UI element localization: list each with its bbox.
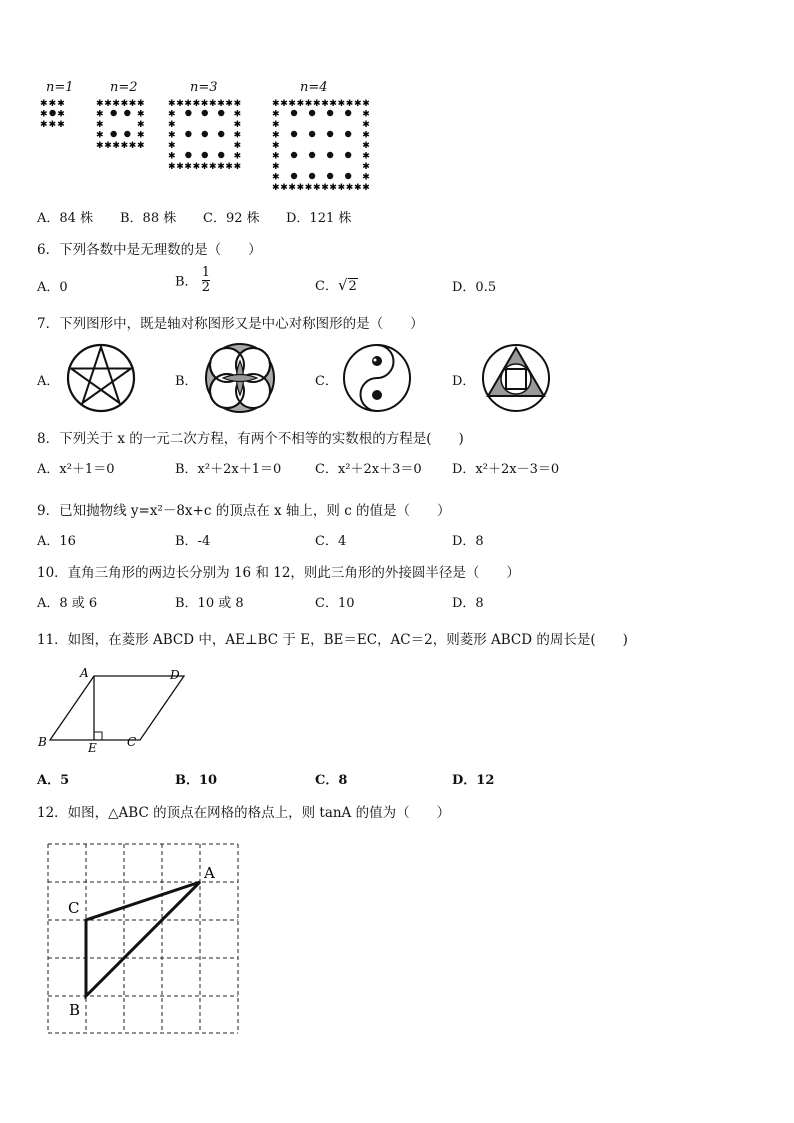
- q8-stem: 8．下列关于 x 的一元二次方程，有两个不相等的实数根的方程是( ): [37, 431, 464, 447]
- star-mark: ✱: [321, 183, 329, 193]
- star-mark: ✱: [168, 99, 176, 109]
- dot-mark: [291, 131, 297, 137]
- q7-figure-a-pentagram-icon: [64, 341, 138, 415]
- q7-stem: 7．下列图形中，既是轴对称图形又是中心对称图形的是（ ）: [37, 316, 424, 332]
- q11-option-b[interactable]: B．10: [175, 773, 218, 788]
- star-mark: ✱: [137, 141, 145, 151]
- dot-mark: [309, 110, 315, 116]
- q10-stem: 10．直角三角形的两边长分别为 16 和 12，则此三角形的外接圆半径是（ ）: [37, 565, 520, 581]
- star-mark: ✱: [337, 183, 346, 193]
- star-mark: ✱: [233, 109, 242, 120]
- q11-stem: 11．如图，在菱形 ABCD 中，AE⊥BC 于 E，BE＝EC，AC＝2，则菱形 ABCD 的周长是( ): [37, 632, 628, 648]
- dot-mark: [124, 131, 130, 137]
- star-mark: ✱: [137, 120, 145, 130]
- star-mark: ✱: [272, 172, 280, 183]
- dot-mark: [218, 110, 224, 116]
- q11-label-d: D: [170, 668, 180, 682]
- q11-label-b: B: [38, 735, 47, 749]
- dot-mark: [202, 131, 208, 137]
- star-mark: ✱: [112, 99, 120, 109]
- star-mark: ✱: [233, 141, 242, 151]
- dot-mark: [291, 152, 297, 158]
- q10-option-c[interactable]: C．10: [315, 596, 355, 611]
- dot-mark: [345, 152, 351, 158]
- star-mark: ✱: [200, 162, 209, 172]
- star-mark: ✱: [40, 120, 48, 130]
- star-mark: ✱: [233, 162, 242, 172]
- star-mark: ✱: [137, 99, 145, 109]
- pattern-option-c[interactable]: C．92 株: [203, 211, 260, 226]
- star-mark: ✱: [48, 99, 57, 109]
- star-mark: ✱: [184, 99, 192, 109]
- dot-mark: [327, 131, 333, 137]
- star-mark: ✱: [120, 141, 129, 151]
- star-mark: ✱: [96, 141, 104, 151]
- q6-option-b[interactable]: [175, 266, 210, 294]
- star-mark: ✱: [168, 141, 176, 151]
- pattern-option-d[interactable]: D．121 株: [286, 211, 352, 226]
- star-mark: ✱: [96, 109, 104, 120]
- star-mark: ✱: [329, 183, 337, 193]
- q10-option-a[interactable]: A．8 或 6: [37, 596, 98, 611]
- q7-figure-b-petals-icon: [203, 341, 277, 415]
- star-mark: ✱: [168, 109, 176, 120]
- dot-mark: [345, 110, 351, 116]
- star-mark: ✱: [280, 99, 288, 109]
- q7-option-d[interactable]: D．: [452, 374, 476, 389]
- star-mark: ✱: [362, 162, 370, 172]
- pattern-label-n4: n=4: [300, 80, 328, 95]
- star-mark: ✱: [168, 162, 176, 172]
- star-mark: ✱: [313, 183, 321, 193]
- q7-figure-c-yinyang-icon: [340, 341, 414, 415]
- star-mark: ✱: [137, 130, 145, 141]
- star-mark: ✱: [57, 109, 65, 120]
- star-mark: ✱: [296, 183, 305, 193]
- q9-option-d[interactable]: D．8: [452, 534, 484, 549]
- q7-figure-d-triangle-icon: [479, 341, 553, 415]
- q11-option-d[interactable]: D．12: [452, 773, 495, 788]
- pattern-n3: [168, 99, 241, 172]
- dot-mark: [218, 152, 224, 158]
- star-mark: ✱: [128, 99, 137, 109]
- q11-label-e: E: [88, 741, 97, 754]
- q8-option-d[interactable]: D．x²＋2x－3＝0: [452, 462, 560, 477]
- star-mark: ✱: [57, 99, 65, 109]
- q9-option-b[interactable]: B．-4: [175, 534, 211, 549]
- tree-pattern-figure: [30, 78, 390, 196]
- q10-option-d[interactable]: D．8: [452, 596, 484, 611]
- star-mark: ✱: [176, 162, 184, 172]
- star-mark: ✱: [362, 130, 370, 141]
- q9-option-a[interactable]: A．16: [37, 534, 76, 549]
- star-mark: ✱: [272, 141, 280, 151]
- q6-option-c-prefix: C．: [315, 279, 338, 294]
- dot-mark: [202, 152, 208, 158]
- dot-mark: [345, 131, 351, 137]
- q12-stem: 12．如图，△ABC 的顶点在网格的格点上，则 tanA 的值为（ ）: [37, 805, 451, 821]
- star-mark: ✱: [345, 99, 354, 109]
- pattern-n1: [40, 99, 65, 130]
- star-mark: ✱: [168, 120, 176, 130]
- star-mark: ✱: [225, 99, 233, 109]
- star-mark: ✱: [362, 99, 370, 109]
- dot-mark: [110, 110, 116, 116]
- dot-mark: [185, 152, 191, 158]
- q6-option-b-prefix: B．: [175, 274, 198, 290]
- q12-label-b: B: [69, 1001, 81, 1019]
- star-mark: ✱: [233, 151, 242, 162]
- star-mark: ✱: [168, 151, 176, 162]
- star-mark: ✱: [362, 151, 370, 162]
- q12-grid-figure: [40, 840, 250, 1040]
- star-mark: ✱: [337, 99, 346, 109]
- star-mark: ✱: [354, 99, 362, 109]
- star-mark: ✱: [304, 183, 313, 193]
- dot-mark: [327, 173, 333, 179]
- star-mark: ✱: [362, 109, 370, 120]
- star-mark: ✱: [362, 183, 370, 193]
- q7-option-c[interactable]: C．: [315, 374, 338, 389]
- q6-option-a[interactable]: A．0: [37, 280, 68, 295]
- star-mark: ✱: [362, 172, 370, 183]
- star-mark: ✱: [176, 99, 184, 109]
- star-mark: ✱: [128, 141, 137, 151]
- q7-option-b[interactable]: B．: [175, 374, 198, 389]
- dot-mark: [345, 173, 351, 179]
- star-mark: ✱: [96, 120, 104, 130]
- star-mark: ✱: [345, 183, 354, 193]
- pattern-n4: [272, 99, 370, 193]
- q8-option-b[interactable]: B．x²＋2x＋1＝0: [175, 462, 282, 477]
- q11-label-c: C: [127, 735, 137, 749]
- dot-mark: [49, 110, 55, 116]
- q6-stem: 6．下列各数中是无理数的是（ ）: [37, 242, 262, 258]
- star-mark: ✱: [272, 99, 280, 109]
- q9-option-c[interactable]: C．4: [315, 534, 347, 549]
- q11-option-c[interactable]: C．8: [315, 773, 348, 788]
- q12-label-a: A: [204, 864, 215, 882]
- star-mark: ✱: [57, 120, 65, 130]
- star-mark: ✱: [362, 141, 370, 151]
- q8-option-c[interactable]: C．x²＋2x＋3＝0: [315, 462, 422, 477]
- pattern-label-n2: n=2: [110, 80, 138, 95]
- star-mark: ✱: [225, 162, 233, 172]
- dot-mark: [327, 152, 333, 158]
- star-mark: ✱: [48, 120, 57, 130]
- pattern-option-a[interactable]: A．84 株: [37, 211, 94, 226]
- dot-mark: [309, 173, 315, 179]
- q11-option-a[interactable]: A．5: [37, 773, 70, 788]
- q9-stem: 9．已知抛物线 y=x²－8x+c 的顶点在 x 轴上，则 c 的值是（ ）: [37, 503, 451, 519]
- star-mark: ✱: [192, 99, 201, 109]
- star-mark: ✱: [137, 109, 145, 120]
- star-mark: ✱: [233, 120, 242, 130]
- dot-mark: [124, 110, 130, 116]
- q8-option-a[interactable]: A．x²＋1＝0: [37, 462, 115, 477]
- dot-mark: [291, 110, 297, 116]
- dot-mark: [309, 152, 315, 158]
- star-mark: ✱: [272, 151, 280, 162]
- q12-label-c: C: [68, 899, 80, 917]
- star-mark: ✱: [233, 130, 242, 141]
- q6-fraction-denominator: 2: [201, 279, 210, 295]
- dot-mark: [185, 110, 191, 116]
- star-mark: ✱: [209, 99, 217, 109]
- star-mark: ✱: [321, 99, 329, 109]
- q7-option-a[interactable]: A．: [37, 374, 60, 389]
- star-mark: ✱: [329, 99, 337, 109]
- star-mark: ✱: [272, 130, 280, 141]
- q11-label-a: A: [80, 666, 89, 680]
- q6-option-c[interactable]: [315, 275, 358, 294]
- star-mark: ✱: [112, 141, 120, 151]
- q11-rhombus-figure: [34, 664, 194, 754]
- q6-sqrt-radicand: 2: [348, 279, 357, 294]
- star-mark: ✱: [200, 99, 209, 109]
- star-mark: ✱: [120, 99, 129, 109]
- star-mark: ✱: [104, 141, 112, 151]
- q10-option-b[interactable]: B．10 或 8: [175, 596, 244, 611]
- star-mark: ✱: [288, 183, 296, 193]
- star-mark: ✱: [217, 99, 225, 109]
- dot-mark: [309, 131, 315, 137]
- pattern-label-n1: n=1: [46, 80, 74, 95]
- star-mark: ✱: [40, 99, 48, 109]
- star-mark: ✱: [104, 99, 112, 109]
- q6-fraction-numerator: 1: [201, 265, 210, 280]
- star-mark: ✱: [233, 99, 242, 109]
- sqrt-symbol: √: [337, 276, 348, 294]
- star-mark: ✱: [184, 162, 192, 172]
- star-mark: ✱: [209, 162, 217, 172]
- pattern-option-b[interactable]: B．88 株: [120, 211, 177, 226]
- dot-mark: [185, 131, 191, 137]
- dot-mark: [110, 131, 116, 137]
- star-mark: ✱: [96, 130, 104, 141]
- star-mark: ✱: [313, 99, 321, 109]
- star-mark: ✱: [272, 183, 280, 193]
- star-mark: ✱: [304, 99, 313, 109]
- star-mark: ✱: [272, 120, 280, 130]
- pattern-drawing: [30, 78, 390, 196]
- pattern-label-n3: n=3: [190, 80, 218, 95]
- star-mark: ✱: [362, 120, 370, 130]
- dot-mark: [327, 110, 333, 116]
- dot-mark: [202, 110, 208, 116]
- star-mark: ✱: [217, 162, 225, 172]
- star-mark: ✱: [168, 130, 176, 141]
- pattern-n2: [96, 99, 145, 151]
- star-mark: ✱: [40, 109, 48, 120]
- star-mark: ✱: [272, 162, 280, 172]
- q12-triangle-abc: [86, 882, 200, 996]
- q6-option-d[interactable]: D．0.5: [452, 280, 497, 295]
- star-mark: ✱: [96, 99, 104, 109]
- star-mark: ✱: [272, 109, 280, 120]
- dot-mark: [218, 131, 224, 137]
- star-mark: ✱: [296, 99, 305, 109]
- q6-fraction: [202, 266, 210, 294]
- star-mark: ✱: [280, 183, 288, 193]
- star-mark: ✱: [288, 99, 296, 109]
- dot-mark: [291, 173, 297, 179]
- star-mark: ✱: [192, 162, 201, 172]
- star-mark: ✱: [354, 183, 362, 193]
